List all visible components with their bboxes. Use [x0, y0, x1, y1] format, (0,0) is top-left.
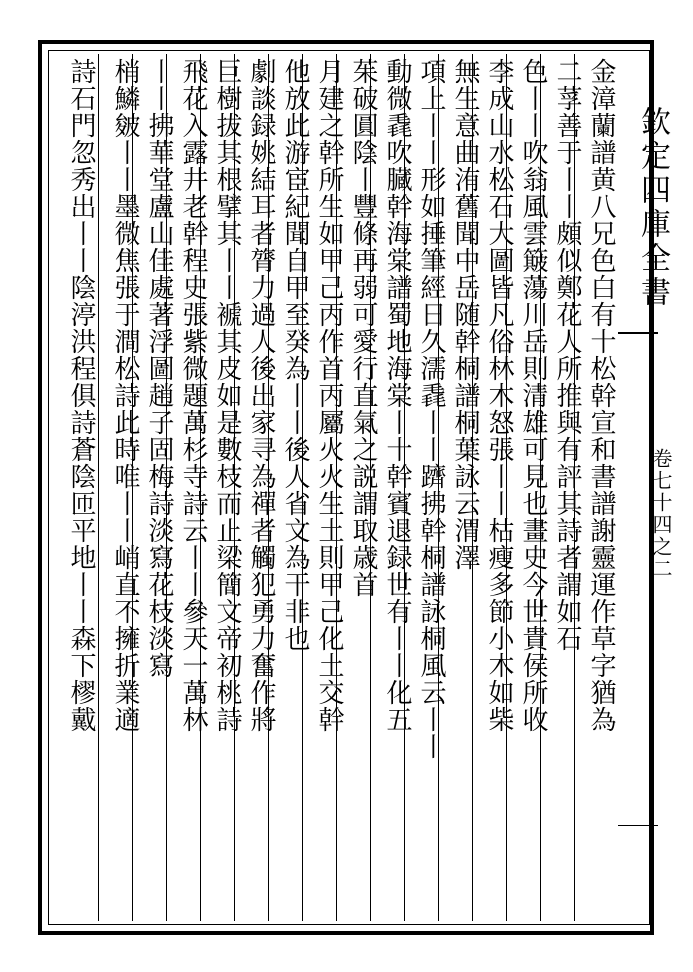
text-column-3: 色丨丨吹翁風雲簸蕩川岳則清雄可見也畫史今世貴侯所收	[518, 58, 548, 733]
text-column-15: 梢鱗皴丨丨墨微焦張于澗松詩此時唯丨丨峭直不擁折業適	[110, 58, 140, 733]
text-column-2: 二莩善于丨丨頗似鄭花人所推與有評其詩者謂如石	[552, 58, 582, 652]
text-column-11: 劇談録姚結耳者膂力過人後出家寻為禪者觸犯勇力奮作將	[246, 58, 276, 733]
text-column-5: 無生意曲洧舊聞中岳随幹桐譜桐葉詠云渭澤	[450, 58, 480, 571]
book-title: 欽定四庫全書	[635, 106, 670, 310]
text-column-1: 金漳蘭譜黄八兄色白有十松幹宣和書譜謝靈運作草字猶為	[586, 58, 616, 733]
text-column-8: 茱破圓陰丨豐條再弱可愛行直氣之説謂取歳首	[348, 58, 378, 598]
text-column-13: 飛花入露井老幹程史張紫微題萬杉寺詩云丨丨參天一萬林	[178, 58, 208, 733]
text-column-14: 丨丨拂華堂盧山佳處著浮圖趙子固梅詩淡寫花枝淡寫	[144, 58, 174, 679]
side-divider	[618, 332, 658, 334]
side-margin	[618, 40, 693, 935]
text-column-6: 項上丨丨形如捶筆經日久濡毳丨丨躋拂幹桐譜詠桐風云丨丨	[416, 58, 446, 760]
text-column-4: 李成山水松石大圖皆凡俗林木怒張丨丨枯瘦多節小木如柴	[484, 58, 514, 733]
side-divider	[618, 825, 658, 826]
text-column-9: 月建之幹所生如甲己丙作首丙屬火火生土則甲己化土交幹	[314, 58, 344, 733]
text-column-16: 詩石門忽秀出丨丨陰渟洪程俱詩蒼陰匝平地丨丨森下樛戴	[66, 58, 96, 733]
text-column-12: 巨樹拔其根擘其丨丨褫其皮如是數枝而止梁簡文帝初桃詩	[212, 58, 242, 733]
text-column-10: 他放此游宦紀聞自甲至癸為丨丨後人省文為干非也	[280, 58, 310, 652]
text-column-7: 動微毳吹臓幹海棠譜蜀地海棠丨十幹賓退録世有丨丨化五	[382, 58, 412, 733]
page-frame	[38, 40, 654, 935]
volume-label: 卷七十四之二	[649, 448, 673, 580]
